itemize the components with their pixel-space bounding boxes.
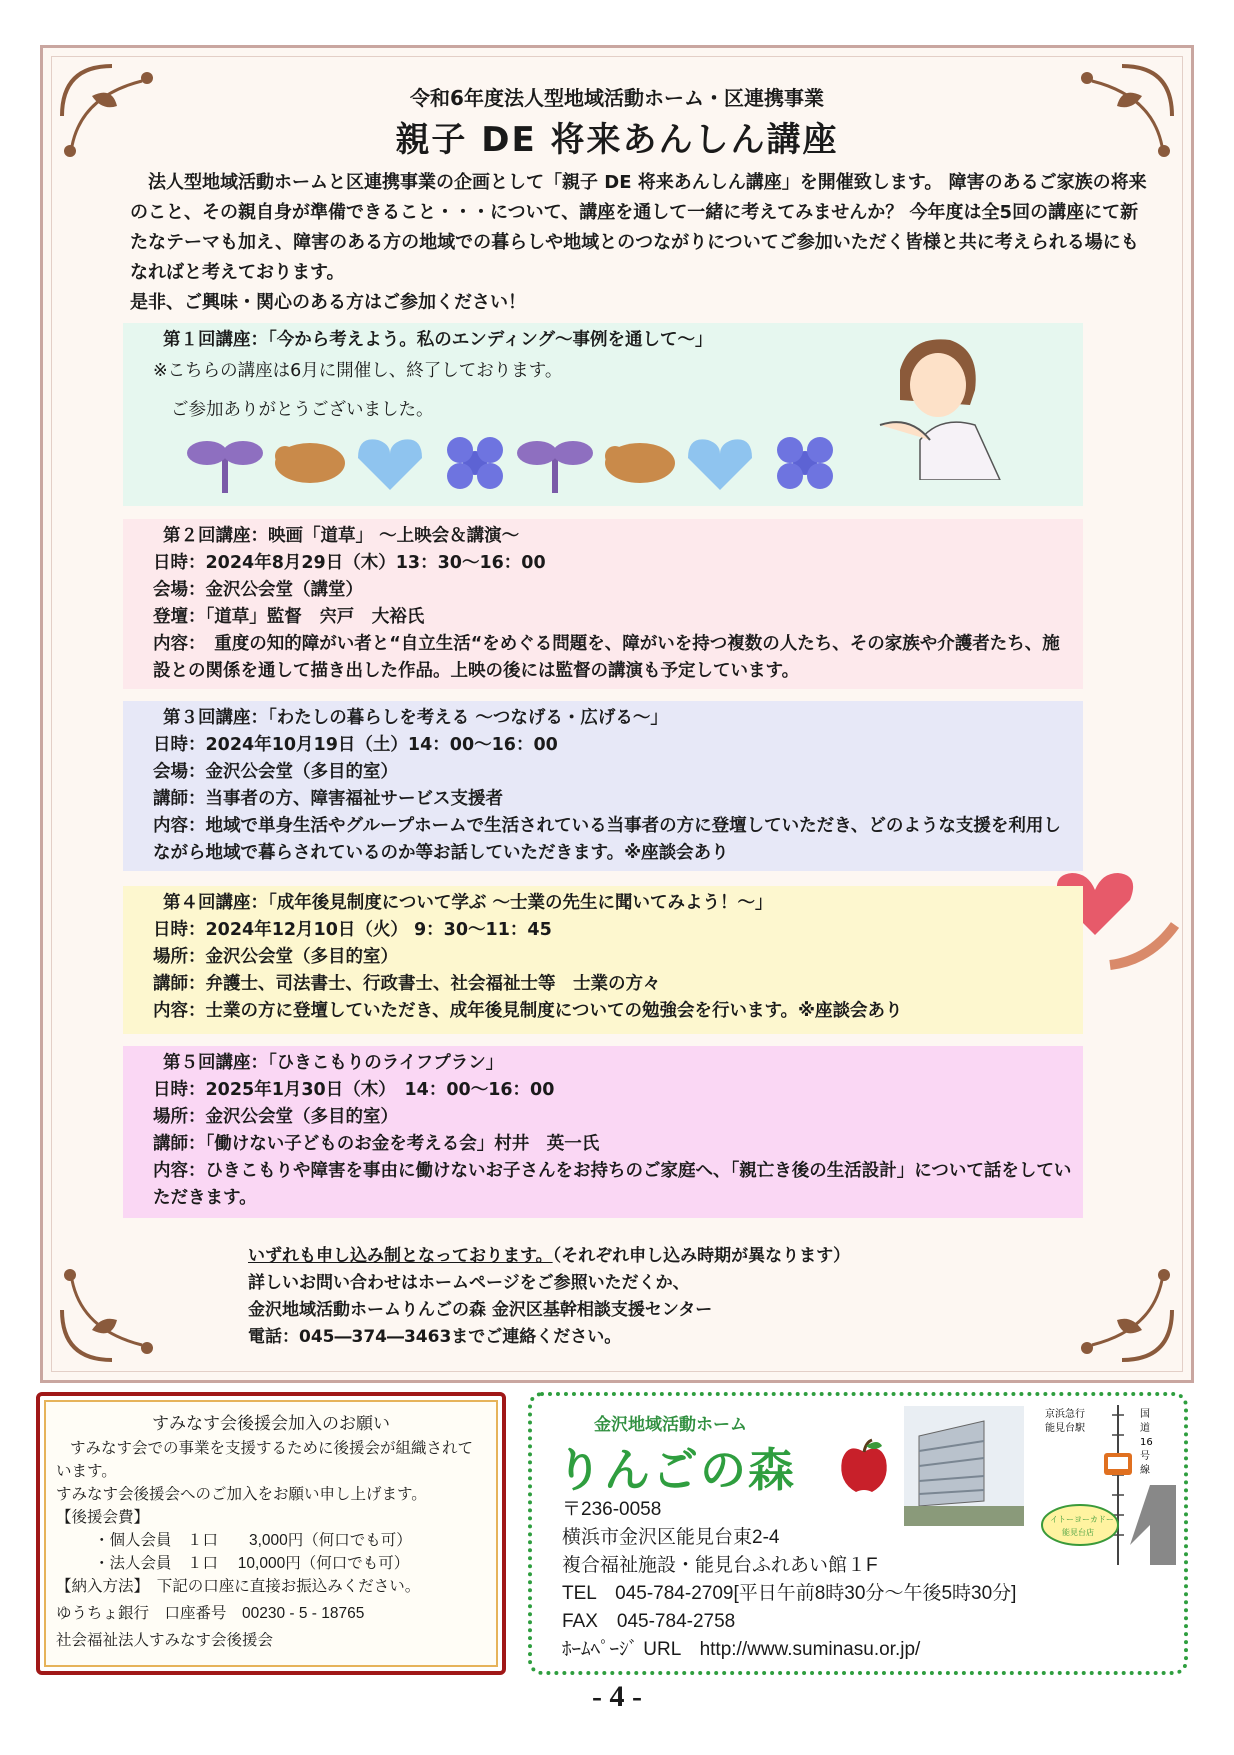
support-title: すみなす会後援会加入のお願い [152,1414,390,1433]
org-name: 金沢地域活動ホーム [594,1415,747,1435]
flower-icon [447,437,503,489]
session-4 [123,886,1083,1034]
corner-ornament-bottom-left [52,1250,172,1370]
location-map [1040,1405,1176,1570]
session-speaker: 講師：弁護士、司法書士、行政書士、社会福祉士等 士業の方々 [153,974,661,994]
intro-text [130,168,1150,318]
session-title: 第３回講座：「わたしの暮らしを考える ～つなげる・広げる～」 [163,708,668,728]
building-photo [904,1406,1024,1526]
session-5 [123,1046,1083,1218]
session-venue: 場所：金沢公会堂（多目的室） [153,947,398,967]
session-date: 日時：2024年10月19日（土）14：00～16：00 [153,735,558,755]
svg-text:16: 16 [1140,1437,1153,1448]
svg-text:号: 号 [1140,1451,1150,1462]
session-title: 第４回講座：「成年後見制度について学ぶ ～士業の先生に聞いてみよう！～」 [163,893,773,913]
svg-text:道: 道 [1140,1423,1150,1434]
session-content: 内容： 重度の知的障がい者と“自立生活“をめぐる問題を、障がいを持つ複数の人たち、その家族や介護者たち、施設との関係を通して描き出した作品。上映の後には監督の講演も予定しています。 [153,634,1060,681]
heart-icon [688,439,752,490]
fee-individual: ・個人会員 １口 3,000円（何口でも可） [94,1532,412,1549]
phone-number: TEL 045-784-2709[平日午前8時30分～午後5時30分] [562,1583,1017,1604]
map-station-label: 京浜急行 [1045,1409,1085,1420]
homepage-url[interactable]: ﾎｰﾑﾍﾟｰｼﾞ URL http://www.suminasu.or.jp/ [562,1639,921,1660]
fee-corporate: ・法人会員 １口 10,000円（何口でも可） [94,1555,410,1572]
session-2 [123,519,1083,689]
session-venue: 会場：金沢公会堂（多目的室） [153,762,398,782]
woman-illustration [860,330,1020,480]
session-note: ※こちらの講座は6月に開催し、終了しております。 [153,361,563,381]
support-association-box [36,1392,506,1675]
session-venue: 場所：金沢公会堂（多目的室） [153,1107,398,1127]
contact-info [248,1243,1008,1351]
org-logo: りんごの森 [556,1443,796,1497]
intro-paragraph: 法人型地域活動ホームと区連携事業の企画として「親子 DE 将来あんしん講座」を開催致します。 障害のあるご家族の将来のこと、その親自身が準備できること・・・について、講座を通して一緒に考えてみませんか？ 今年度は全5回の講座にて新たなテーマも加え、障害のある方の地域での暮らしや地域とのつながりについてご参加いただく皆様と共に考えられる場にもなればと考えております。 [130,172,1147,283]
support-request: すみなす会後援会へのご加入をお願い申し上げます。 [56,1486,427,1503]
building-name: 複合福祉施設・能見台ふれあい館１F [562,1555,878,1576]
contact-line: 詳しいお問い合わせはホームページをご参照いただくか、 [248,1273,690,1293]
fax-number: FAX 045-784-2758 [562,1611,736,1632]
bank-account: ゆうちょ銀行 口座番号 00230 - 5 - 18765 [56,1605,365,1622]
svg-text:能見台駅: 能見台駅 [1045,1423,1085,1434]
sprout-icon [187,441,263,493]
session-speaker: 登壇：「道草」監督 宍戸 大裕氏 [153,607,425,627]
session-title: 第５回講座：「ひきこもりのライフプラン」 [163,1053,504,1073]
page-title: 親子 DE 将来あんしん講座 [395,120,839,160]
session-3 [123,701,1083,871]
payment-heading: 【納入方法】 下記の口座に直接お振込みください。 [56,1578,421,1595]
session-title: 第１回講座：「今から考えよう。私のエンディング～事例を通して～」 [163,330,713,350]
sprout-icon [517,441,593,493]
corner-ornament-bottom-right [1062,1250,1182,1370]
bird-icon [605,443,675,483]
session-date: 日時：2025年1月30日（木） 14：00～16：00 [153,1080,555,1100]
heart-icon [358,439,422,490]
session-content: 内容：地域で単身生活やグループホームで生活されている当事者の方に登壇していただき、どのような支援を利用しながら地域で暮らされているのか等お話していただきます。※座談会あり [153,816,1061,863]
session-speaker: 講師：「働けない子どものお金を考える会」村井 英一氏 [153,1134,600,1154]
contact-org: 金沢地域活動ホームりんごの森 金沢区基幹相談支援センター [248,1300,713,1320]
postal-code: 〒236-0058 [562,1499,662,1520]
session-date: 日時：2024年12月10日（火） 9：30～11：45 [153,920,552,940]
contact-phone: 電話：045―374―3463までご連絡ください。 [248,1327,622,1347]
flower-icon [777,437,833,489]
session-title: 第２回講座：映画「道草」 ～上映会＆講演～ [163,526,520,546]
map-road-label: 国 [1140,1409,1150,1420]
page-subtitle: 令和6年度法人型地域活動ホーム・区連携事業 [410,86,824,110]
map-store-label: イトーヨーカドー [1050,1515,1114,1524]
support-text: すみなす会での事業を支援するために後援会が組織されています。 [56,1440,474,1480]
decorative-icons-row [180,428,840,498]
session-venue: 会場：金沢公会堂（講堂） [153,580,363,600]
address-line: 横浜市金沢区能見台東2-4 [562,1527,780,1548]
svg-text:線: 線 [1140,1465,1150,1476]
session-date: 日時：2024年8月29日（木）13：30～16：00 [153,553,546,573]
apple-icon [838,1438,890,1494]
session-speaker: 講師：当事者の方、障害福祉サービス支援者 [153,789,503,809]
page-number: - 4 - [592,1680,642,1713]
account-holder: 社会福祉法人すみなす会後援会 [56,1632,274,1649]
application-notice: いずれも申し込み制となっております。 [248,1246,553,1266]
svg-text:能見台店: 能見台店 [1062,1528,1094,1537]
session-content: 内容：士業の方に登壇していただき、成年後見制度についての勉強会を行います。※座談会あり [153,1001,903,1021]
session-content: 内容：ひきこもりや障害を事由に働けないお子さんをお持ちのご家庭へ、「親亡き後の生活設計」について話をしていただきます。 [153,1161,1072,1208]
intro-invite: 是非、ご興味・関心のある方はご参加ください！ [130,292,526,313]
application-notice-note: （それぞれ申し込み時期が異なります） [552,1246,851,1266]
bird-icon [275,443,345,483]
session-thanks: ご参加ありがとうございました。 [171,400,434,420]
fee-heading: 【後援会費】 [56,1509,150,1526]
